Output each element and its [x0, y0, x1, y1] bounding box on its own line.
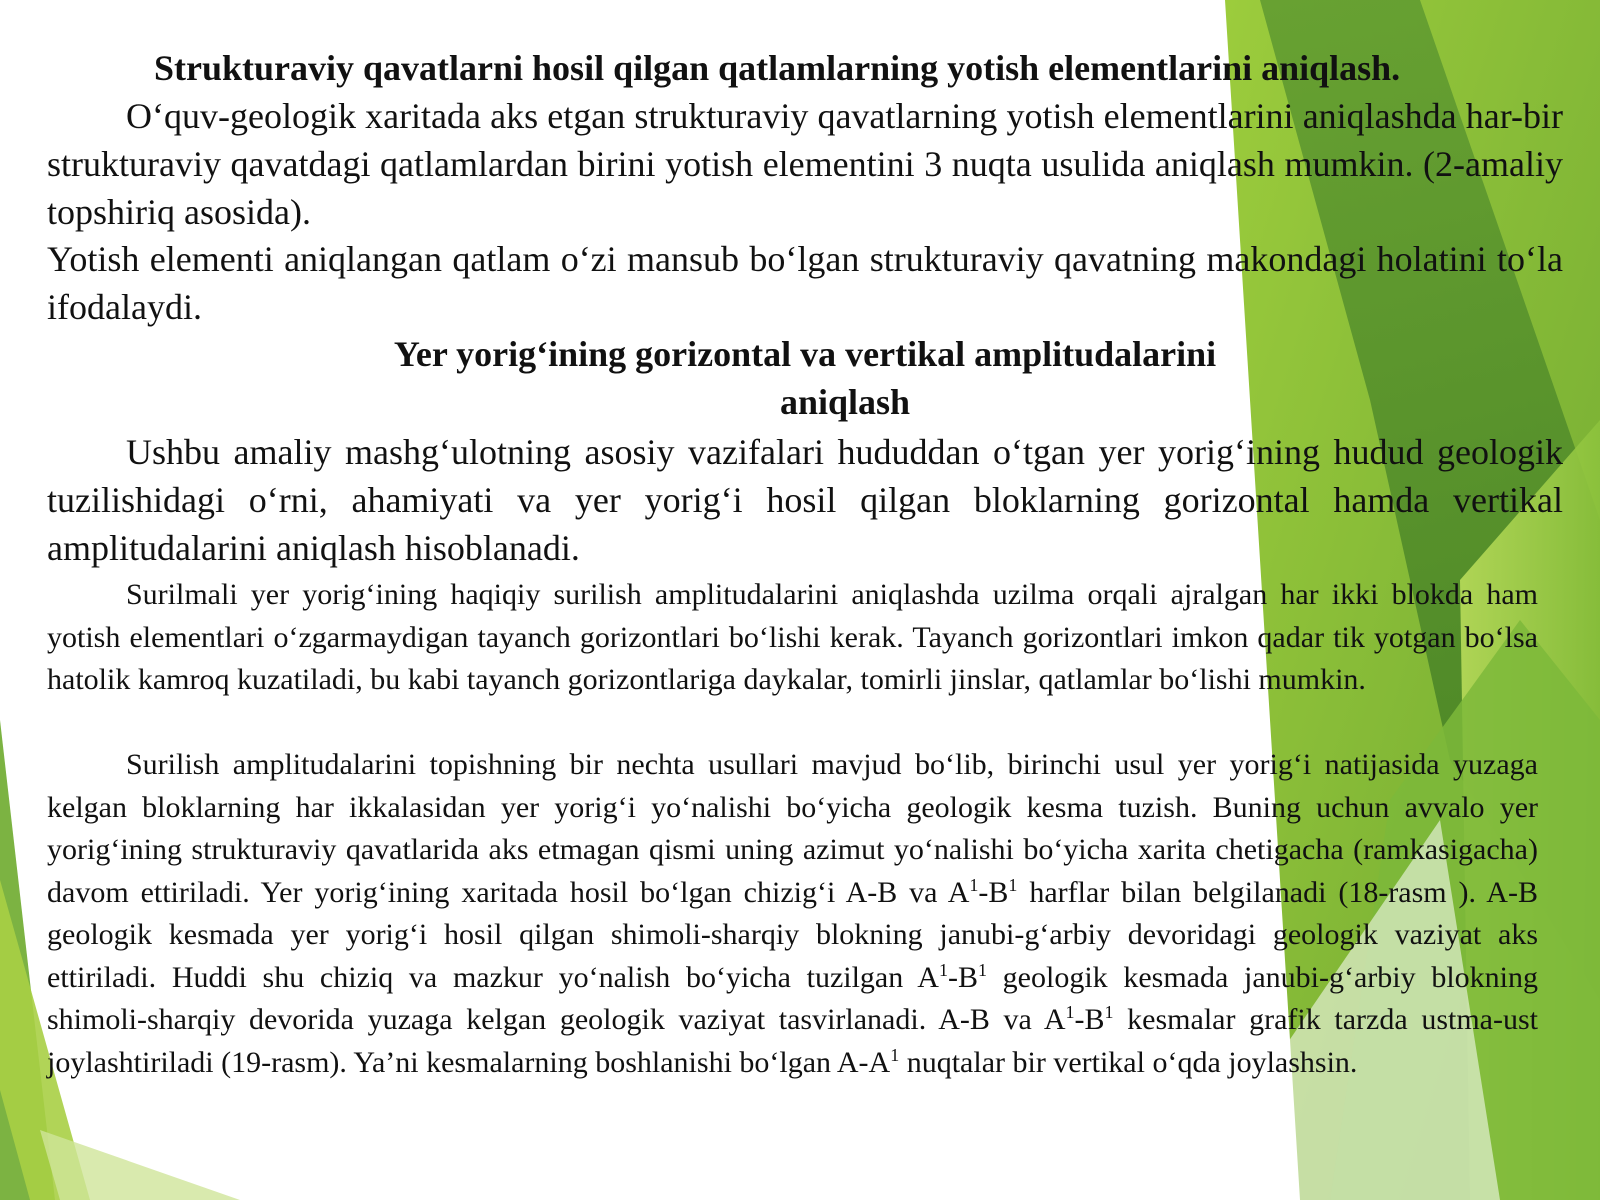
superscript: 1 — [1008, 874, 1018, 895]
text-span: Surilish amplitudalarini topishning bir nechta usullari mavjud bo‘lib, birinchi usul yer yorig‘i natijasida yuzaga kelgan bloklarning har ikkalasidan yer yorig‘i yo‘nalishi bo‘yicha geologik kesma tuzish. Buning uchun avvalo yer yorig‘ining strukturaviy qavatlarida aks etmagan qismi uning azimut yo‘nalishi bo‘yicha xarita chetigacha (ramkasigacha) davom ettiriladi. Yer yorig‘ining xaritada hosil bo‘lgan chizig‘i A-B va A — [47, 748, 1538, 909]
text-span: kesmalar grafik tarzda ustma-ust joylashtiriladi (19-rasm). Ya’ni kesmalarning boshlanishi bo‘lgan A-A — [47, 1003, 1538, 1079]
heading-fault-line1: Yer yorig‘ining gorizontal va vertikal amplitudalarini — [393, 334, 1217, 374]
superscript: 1 — [969, 874, 979, 895]
text-span: -B — [947, 960, 978, 994]
paragraph-displacement-amplitude: Surilmali yer yorig‘ining haqiqiy surilish amplitudalarini aniqlashda uzilma orqali ajralgan har ikki blokda ham yotish elementlari o‘zgarmaydigan tayanch gorizontlari bo‘lishi kerak. Tayanch gorizontlari imkon qadar tik yotgan bo‘lsa hatolik kamroq kuzatiladi, bu kabi tayanch gorizontlariga daykalar, tomirli jinslar, qatlamlar bo‘lishi mumkin. — [47, 578, 1538, 696]
text-span: harflar bilan belgilanadi (18-rasm ). A-B geologik kesmada yer yorig‘i hosil qilgan shimoli-sharqiy blokning janubi-g‘arbiy devoridagi geologik vaziyat aks ettiriladi. Huddi shu chiziq va mazkur yo‘nalish bo‘yicha tuzilgan A — [47, 875, 1538, 994]
text-span: -B — [1074, 1003, 1105, 1036]
superscript: 1 — [1104, 1002, 1114, 1022]
paragraph-map-layers: O‘quv-geologik xaritada aks etgan strukturaviy qavatlarning yotish elementlarini aniqlashda har-bir strukturaviy qavatdagi qatlamlardan birini yotish elementini 3 nuqta usulida aniqlash mumkin. (2-amaliy topshiriq asosida). — [47, 96, 1563, 232]
heading-layers-elements: Strukturaviy qavatlarni hosil qilgan qatlamlarning yotish elementlarini aniqlash. — [154, 48, 1401, 88]
paragraph-layer-position: Yotish elementi aniqlangan qatlam o‘zi mansub bo‘lgan strukturaviy qavatning makondagi holatini to‘la ifodalaydi. — [47, 239, 1563, 327]
superscript: 1 — [890, 1044, 900, 1065]
heading-fault-amplitudes — [47, 330, 1563, 426]
superscript: 1 — [938, 959, 948, 980]
heading-fault-line2: aniqlash — [779, 382, 911, 422]
paragraph-exercise-tasks: Ushbu amaliy mashg‘ulotning asosiy vazifalari hududdan o‘tgan yer yorig‘ining hudud geologik tuzilishidagi o‘rni, ahamiyati va yer yorig‘i hosil qilgan bloklarning gorizontal hamda vertikal amplitudalarini aniqlash hisoblanadi. — [47, 432, 1563, 568]
paragraph-amplitude-methods — [47, 744, 1538, 1084]
text-span: -B — [978, 875, 1009, 909]
text-span: nuqtalar bir vertikal o‘qda joylashsin. — [899, 1045, 1358, 1079]
superscript: 1 — [977, 959, 987, 980]
superscript: 1 — [1065, 1002, 1075, 1022]
text-span: geologik kesmada janubi-g‘arbiy blokning shimoli-sharqiy devorida yuzaga kelgan geologik vaziyat tasvirlanadi. A-B va A — [47, 960, 1538, 1036]
